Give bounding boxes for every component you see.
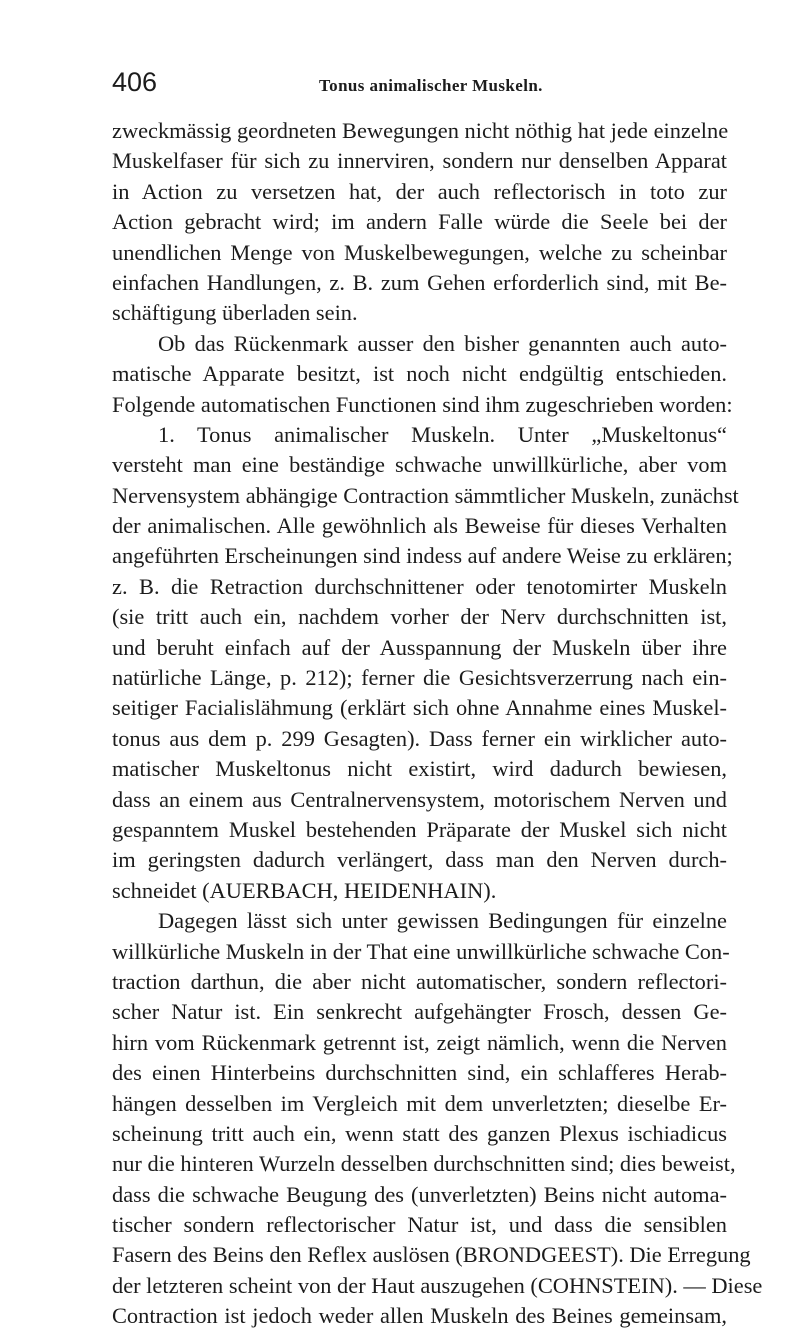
text-line: scher Natur ist. Ein senkrecht aufgehängter Frosch, dessen Ge- xyxy=(112,999,727,1025)
text-line: Muskelfaser für sich zu innerviren, sondern nur denselben Apparat xyxy=(112,148,727,174)
text-line: der letzteren scheint von der Haut auszugehen (COHNSTEIN). — Diese xyxy=(112,1272,763,1298)
text-line: gespanntem Muskel bestehenden Präparate der Muskel sich nicht xyxy=(112,816,727,842)
text-line: schneidet (AUERBACH, HEIDENHAIN). xyxy=(112,877,497,903)
text-line: traction darthun, die aber nicht automatischer, sondern reflectori- xyxy=(112,968,727,994)
text-line: Action gebracht wird; im andern Falle würde die Seele bei der xyxy=(112,209,727,235)
text-line: einfachen Handlungen, z. B. zum Gehen erforderlich sind, mit Be- xyxy=(112,269,727,295)
text-line: Ob das Rückenmark ausser den bisher genannten auch auto- xyxy=(158,330,727,356)
text-line: scheinung tritt auch ein, wenn statt des ganzen Plexus ischiadicus xyxy=(112,1120,727,1146)
text-line: zweckmässig geordneten Bewegungen nicht nöthig hat jede einzelne xyxy=(112,118,729,143)
body-text xyxy=(112,116,763,1332)
text-line: unendlichen Menge von Muskelbewegungen, welche zu scheinbar xyxy=(112,239,727,265)
text-line: matische Apparate besitzt, ist noch nicht endgültig entschieden. xyxy=(112,361,727,387)
text-line: Contraction ist jedoch weder allen Muskeln des Beines gemeinsam, xyxy=(112,1303,727,1329)
text-line: im geringsten dadurch verlängert, dass man den Nerven durch- xyxy=(112,847,727,873)
text-line: willkürliche Muskeln in der That eine unwillkürliche schwache Con- xyxy=(112,938,730,964)
text-line: nur die hinteren Wurzeln desselben durchschnitten sind; dies beweist, xyxy=(112,1151,736,1177)
text-line: des einen Hinterbeins durchschnitten sind, ein schlafferes Herab- xyxy=(112,1060,727,1086)
text-line: seitiger Facialislähmung (erklärt sich ohne Annahme eines Muskel- xyxy=(112,695,727,721)
text-line: Dagegen lässt sich unter gewissen Bedingungen für einzelne xyxy=(158,908,727,934)
page-header xyxy=(112,66,727,106)
running-title: Tonus animalischer Muskeln. xyxy=(319,76,543,95)
text-line: Nervensystem abhängige Contraction sämmtlicher Muskeln, zunächst xyxy=(112,482,739,508)
text-line: hängen desselben im Vergleich mit dem unverletzten; dieselbe Er- xyxy=(112,1090,727,1116)
text-line: schäftigung überladen sein. xyxy=(112,300,358,326)
text-line: in Action zu versetzen hat, der auch reflectorisch in toto zur xyxy=(112,178,727,204)
text-line: Fasern des Beins den Reflex auslösen (BRONDGEEST). Die Erregung xyxy=(112,1242,751,1268)
text-line: hirn vom Rückenmark getrennt ist, zeigt nämlich, wenn die Nerven xyxy=(112,1029,727,1055)
text-line: tischer sondern reflectorischer Natur ist, und dass die sensiblen xyxy=(112,1212,727,1238)
text-line: z. B. die Retraction durchschnittener oder tenotomirter Muskeln xyxy=(112,573,727,599)
text-line: dass die schwache Beugung des (unverletzten) Beins nicht automa- xyxy=(112,1181,727,1207)
text-line: matischer Muskeltonus nicht existirt, wird dadurch bewiesen, xyxy=(112,756,727,782)
text-line: (sie tritt auch ein, nachdem vorher der Nerv durchschnitten ist, xyxy=(112,604,727,630)
text-line: der animalischen. Alle gewöhnlich als Beweise für dieses Verhalten xyxy=(112,513,727,539)
text-line: natürliche Länge, p. 212); ferner die Gesichtsverzerrung nach ein- xyxy=(112,665,727,691)
text-line: angeführten Erscheinungen sind indess auf andere Weise zu erklären; xyxy=(112,543,733,569)
page-number: 406 xyxy=(112,67,158,97)
text-line: tonus aus dem p. 299 Gesagten). Dass ferner ein wirklicher auto- xyxy=(112,725,727,751)
text-line: und beruht einfach auf der Ausspannung der Muskeln über ihre xyxy=(112,634,727,660)
text-line: dass an einem aus Centralnervensystem, motorischem Nerven und xyxy=(112,786,727,812)
text-line: Folgende automatischen Functionen sind ihm zugeschrieben worden: xyxy=(112,391,733,417)
text-line: 1. Tonus animalischer Muskeln. Unter „Muskeltonus“ xyxy=(158,421,727,447)
text-line: versteht man eine beständige schwache unwillkürliche, aber vom xyxy=(112,452,727,478)
